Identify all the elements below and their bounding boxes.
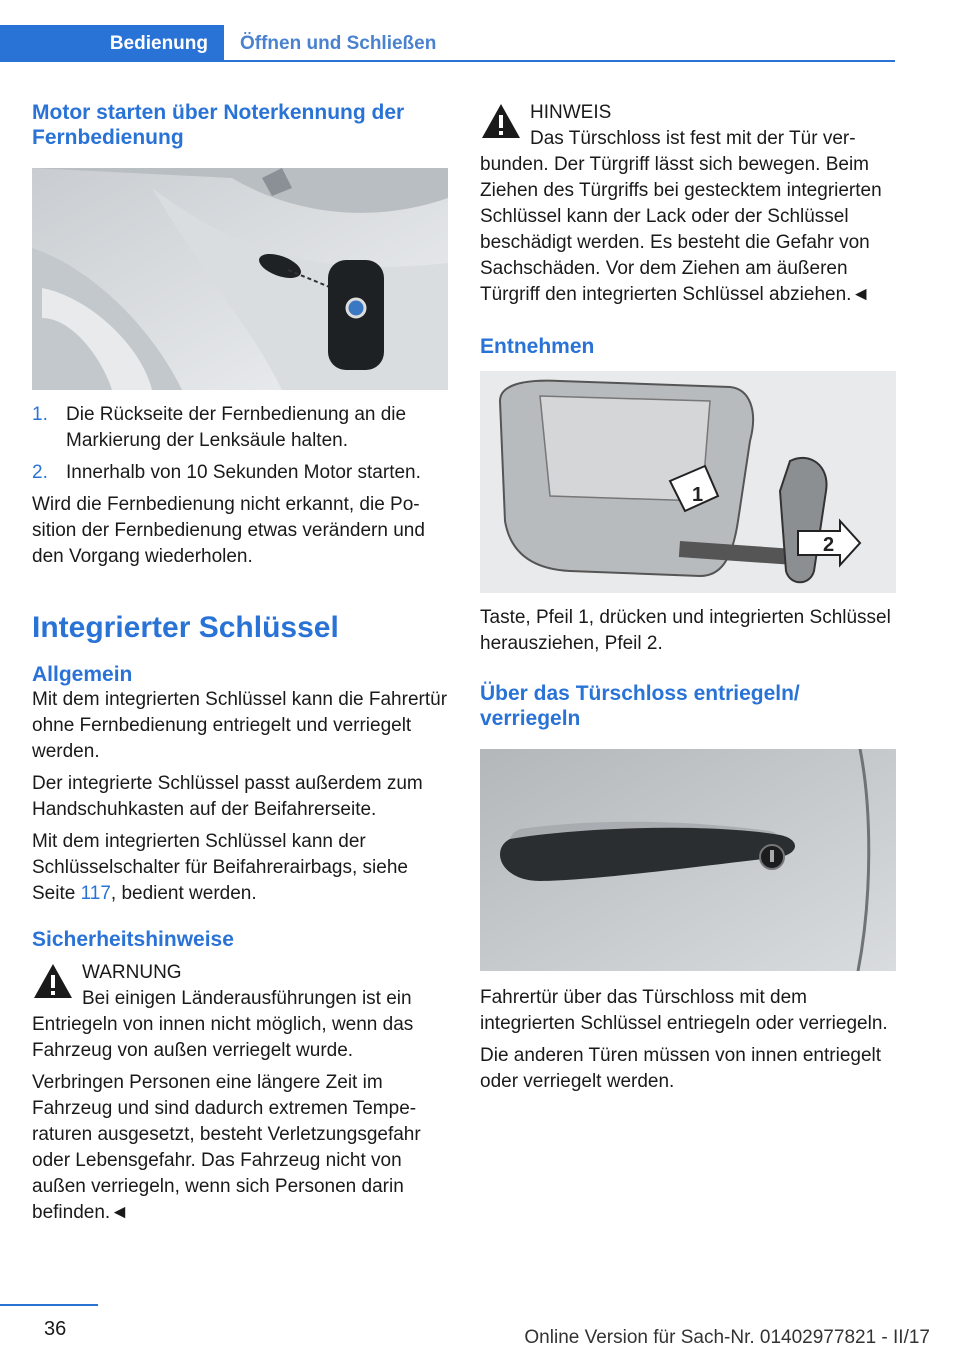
tab-bedienung[interactable]: Bedienung bbox=[0, 25, 224, 62]
warning-label: WARNUNG bbox=[82, 962, 182, 983]
page-link-117[interactable]: 117 bbox=[80, 883, 111, 904]
steering-column-illustration bbox=[32, 168, 448, 390]
list-item: 1. Die Rückseite der Fernbedienung an die Markierung der Lenksäule halten. bbox=[32, 404, 407, 451]
title-sicherheitshinweise: Sicherheitshinweise bbox=[32, 928, 234, 951]
warning-triangle-icon bbox=[480, 102, 522, 140]
right-column bbox=[480, 100, 896, 1095]
header-tabs bbox=[0, 25, 895, 62]
door-handle-image bbox=[480, 749, 896, 971]
steps-list bbox=[32, 402, 448, 486]
title-allgemein: Allgemein bbox=[32, 663, 133, 686]
key-removal-illustration bbox=[480, 371, 896, 593]
tab-underline bbox=[224, 60, 895, 62]
title-integrierter-schluessel: Integrierter Schlüssel bbox=[32, 611, 339, 644]
steering-column-image bbox=[32, 168, 448, 390]
paragraph-door-1: Fahrertür über das Türschloss mit dem integrierten Schlüssel entriegeln oder verriegeln. bbox=[480, 987, 888, 1034]
footer-online-version: Online Version für Sach-Nr. 01402977821 - II/17 bbox=[524, 1327, 930, 1348]
arrow-1-label: 1 bbox=[692, 484, 704, 506]
title-tuerschloss: Über das Türschloss entriegeln/ verriegeln bbox=[480, 682, 800, 730]
tab-oeffnen-schliessen[interactable]: Öffnen und Schließen bbox=[240, 32, 437, 54]
left-column bbox=[32, 100, 448, 1226]
warning-text-2: Verbringen Personen eine längere Zeit im Fahrzeug und sind dadurch extremen Temperaturen ausgesetzt, besteht Verletzungsgefahr oder Lebensgefahr. Das Fahrzeug nicht von außen verriegeln, wenn sich Personen darin befinden.◄ bbox=[32, 1072, 421, 1223]
door-handle-illustration bbox=[480, 749, 896, 971]
paragraph-allgemein-3: Mit dem integrierten Schlüssel kann der Schlüsselschalter für Beifahrerairbags, siehe Seite 117, bedient werden. bbox=[32, 831, 408, 904]
notice-text: Das Türschloss ist fest mit der Tür verbunden. Der Türgriff lässt sich bewegen. Beim Ziehen des Türgriffs bei gestecktem integrierten Schlüssel kann der Lack oder der Schlüssel beschädigt werden. Es besteht die Gefahr von Sachschäden. Vor dem Ziehen am äußeren Türgriff den integrierten Schlüssel abziehen.◄ bbox=[480, 128, 882, 305]
arrow-2-label: 2 bbox=[823, 534, 835, 556]
footer-line bbox=[0, 1304, 98, 1306]
warning-triangle-icon bbox=[32, 962, 74, 1000]
list-item: 2. Innerhalb von 10 Sekunden Motor starten. bbox=[32, 462, 421, 483]
notice-label: HINWEIS bbox=[530, 102, 612, 123]
warning-block bbox=[32, 960, 448, 1064]
paragraph-door-2: Die anderen Türen müssen von innen entriegelt oder verriegelt werden. bbox=[480, 1045, 882, 1092]
notice-block bbox=[480, 100, 896, 308]
paragraph-entnehmen: Taste, Pfeil 1, drücken und integrierten Schlüssel herausziehen, Pfeil 2. bbox=[480, 607, 891, 654]
key-removal-image bbox=[480, 371, 896, 593]
paragraph-allgemein-2: Der integrierte Schlüssel passt außerdem zum Handschuhkasten auf der Beifahrerseite. bbox=[32, 773, 423, 820]
section-title-notstart: Motor starten über Noterkennung der Fernbedienung bbox=[32, 101, 405, 149]
page-number: 36 bbox=[44, 1318, 67, 1340]
warning-text: Bei einigen Länderausführungen ist ein Entriegeln von innen nicht möglich, wenn das Fahrzeug von außen verriegelt wurde. bbox=[32, 988, 414, 1061]
paragraph-not-recognized: Wird die Fernbedienung nicht erkannt, die Position der Fernbedienung etwas verändern und den Vorgang wiederholen. bbox=[32, 494, 425, 567]
title-entnehmen: Entnehmen bbox=[480, 335, 595, 358]
paragraph-allgemein-1: Mit dem integrierten Schlüssel kann die Fahrertür ohne Fernbedienung entriegelt und verriegelt werden. bbox=[32, 689, 448, 762]
